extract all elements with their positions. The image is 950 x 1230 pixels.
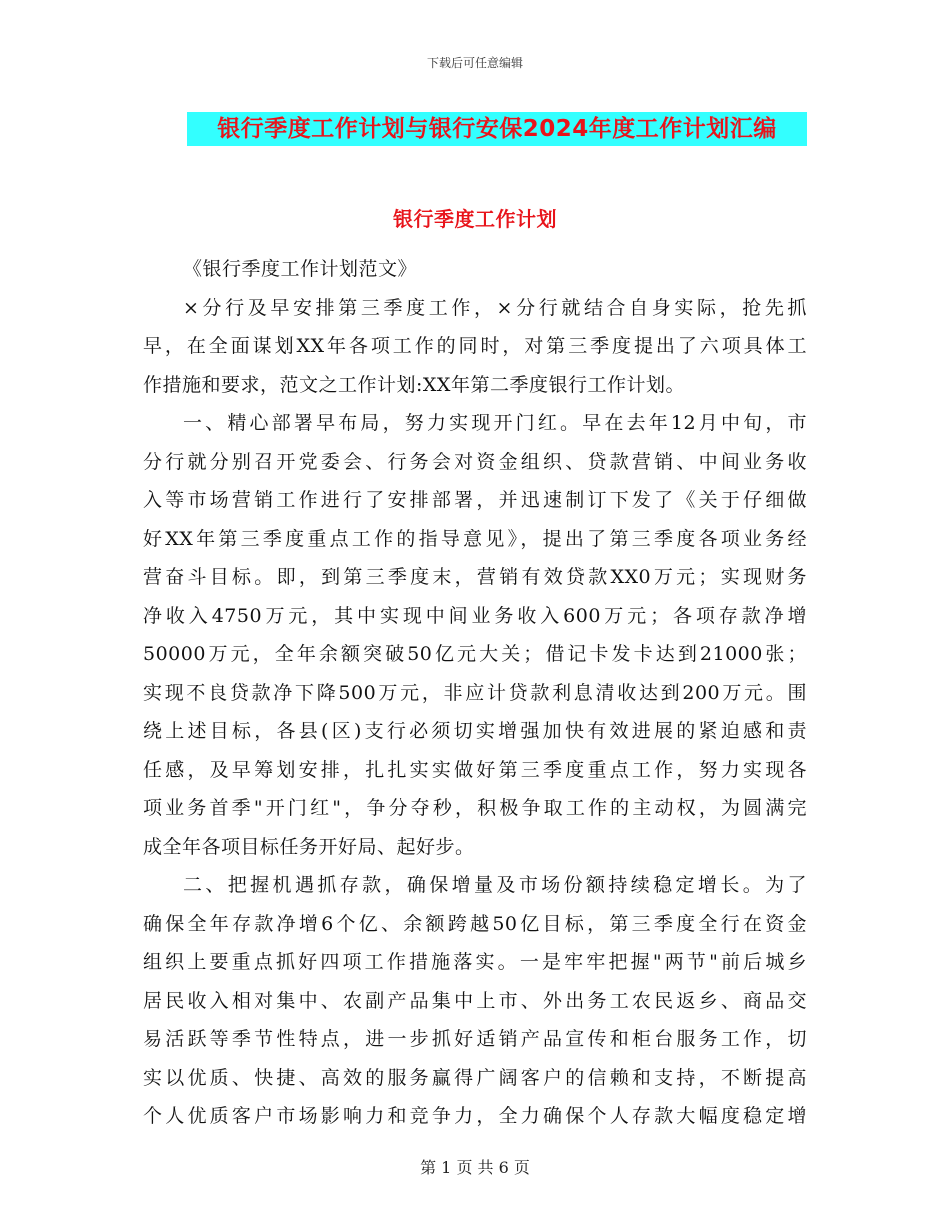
text-line: 营奋斗目标。即，到第三季度末，营销有效贷款XX0万元；实现财务 bbox=[143, 566, 807, 588]
text-line: 入等市场营销工作进行了安排部署，并迅速制订下发了《关于仔细做 bbox=[143, 489, 807, 511]
text-line: 成全年各项目标任务开好局、起好步。 bbox=[143, 835, 475, 858]
text-line: 个人优质客户市场影响力和竞争力，全力确保个人存款大幅度稳定增 bbox=[143, 1105, 807, 1127]
document-title: 银行季度工作计划与银行安保2024年度工作计划汇编 bbox=[187, 112, 807, 146]
text-line: 一、精心部署早布局，努力实现开门红。早在去年12月中旬，市 bbox=[183, 412, 807, 434]
page-number: 第 1 页 共 6 页 bbox=[420, 1158, 530, 1177]
text-line: 好XX年第三季度重点工作的指导意见》，提出了第三季度各项业务经 bbox=[143, 527, 807, 550]
text-line: 二、把握机遇抓存款，确保增量及市场份额持续稳定增长。为了 bbox=[183, 874, 807, 896]
text-line: 项业务首季"开门红"，争分夺秒，积极争取工作的主动权，为圆满完 bbox=[143, 797, 807, 819]
text-line: 确保全年存款净增6个亿、余额跨越50亿目标，第三季度全行在资金 bbox=[143, 912, 807, 935]
section-title: 银行季度工作计划 bbox=[393, 207, 557, 231]
text-line: ×分行及早安排第三季度工作，×分行就结合自身实际，抢先抓 bbox=[183, 296, 807, 319]
text-line: 分行就分别召开党委会、行务会对资金组织、贷款营销、中间业务收 bbox=[143, 450, 807, 473]
text-line: 作措施和要求，范文之工作计划:XX年第二季度银行工作计划。 bbox=[143, 373, 685, 396]
text-line: 组织上要重点抓好四项工作措施落实。一是牢牢把握"两节"前后城乡 bbox=[143, 951, 807, 973]
body-text bbox=[143, 250, 807, 1136]
text-line: 易活跃等季节性特点，进一步抓好适销产品宣传和柜台服务工作，切 bbox=[143, 1028, 807, 1050]
header-note: 下载后可任意编辑 bbox=[426, 56, 523, 70]
text-line: 净收入4750万元，其中实现中间业务收入600万元；各项存款净增 bbox=[143, 604, 807, 627]
text-line: 实以优质、快捷、高效的服务赢得广阔客户的信赖和支持，不断提高 bbox=[143, 1066, 807, 1089]
text-line: 50000万元，全年余额突破50亿元大关；借记卡发卡达到21000张； bbox=[143, 643, 807, 665]
text-line: 早，在全面谋划XX年各项工作的同时，对第三季度提出了六项具体工 bbox=[143, 335, 807, 357]
text-line: 实现不良贷款净下降500万元，非应计贷款利息清收达到200万元。围 bbox=[143, 681, 807, 704]
text-line: 任感，及早筹划安排，扎扎实实做好第三季度重点工作，努力实现各 bbox=[143, 758, 807, 781]
text-line: 《银行季度工作计划范文》 bbox=[183, 258, 418, 280]
text-line: 居民收入相对集中、农副产品集中上市、外出务工农民返乡、商品交 bbox=[143, 989, 807, 1012]
text-line: 绕上述目标，各县(区)支行必须切实增强加快有效进展的紧迫感和责 bbox=[143, 720, 807, 742]
